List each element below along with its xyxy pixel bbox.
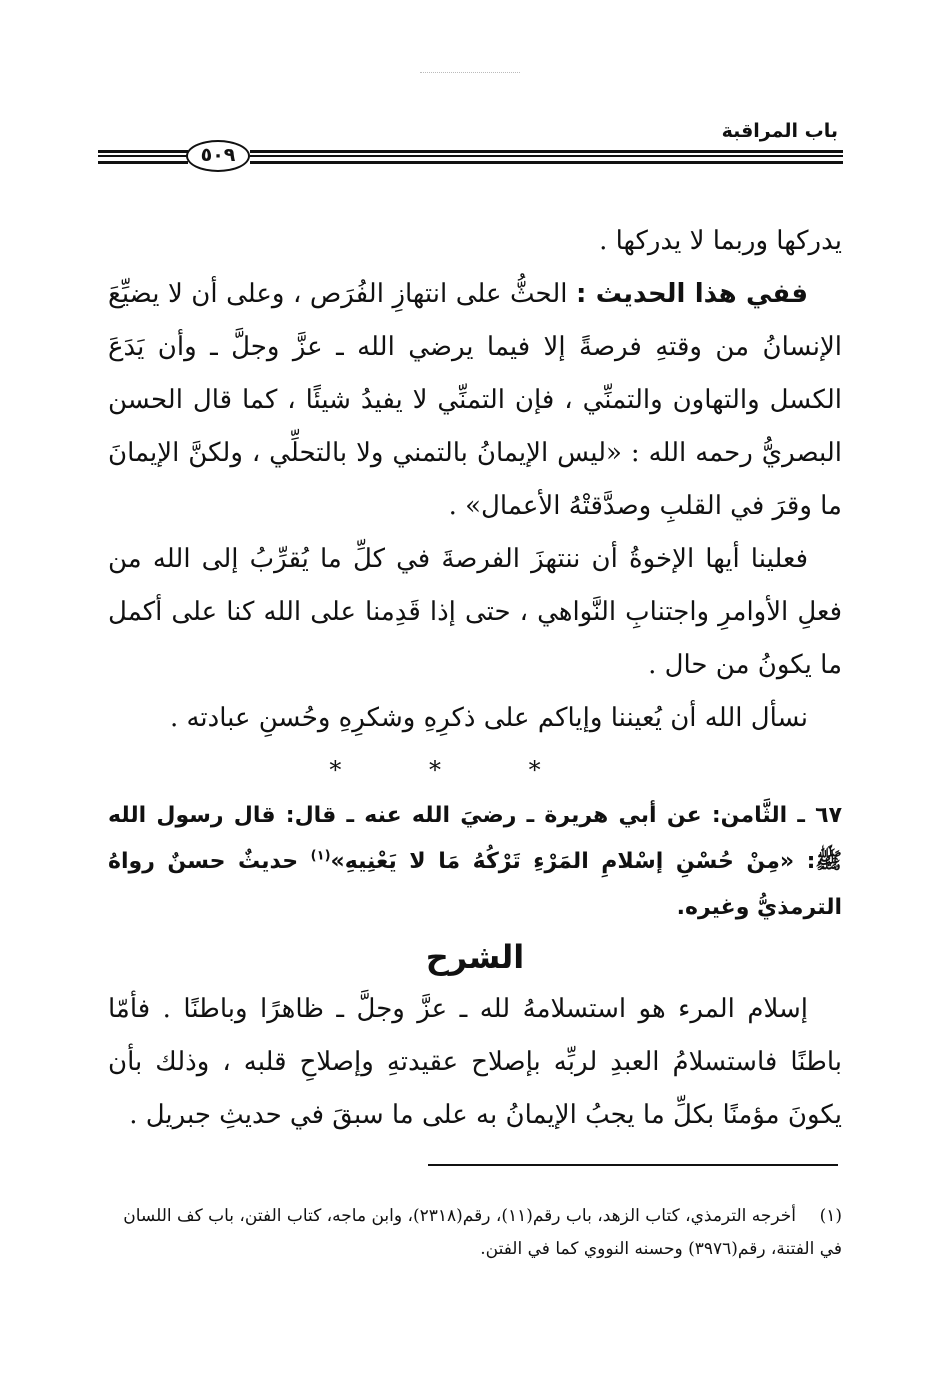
hadith-block (108, 793, 842, 931)
main-text (108, 215, 842, 1142)
page-number: ٥٠٩ (186, 140, 250, 172)
footnote-text: أخرجه الترمذي، كتاب الزهد، باب رقم(١١)، رقم(٢٣١٨)، وابن ماجه، كتاب الفتن، باب كف اللسان في الفتنة، رقم(٣٩٧٦) وحسنه النووي كما في الفتن. (123, 1206, 842, 1259)
footnote-rule (428, 1164, 838, 1166)
paragraph-3: فعلينا أيها الإخوةُ أن ننتهزَ الفرصةَ في كلِّ ما يُقرِّبُ إلى الله من فعلِ الأوامرِ واجتنابِ النَّواهي ، حتى إذا قَدِمنا على الله كنا على أكمل ما يكونُ من حال . (108, 544, 842, 680)
paragraph-1: يدركها وربما لا يدركها . (599, 226, 842, 256)
hadith-text: ٦٧ ـ الثَّامن: عن أبي هريرة ـ رضيَ الله عنه ـ قال: قال رسول الله ﷺ: «مِنْ حُسْنِ إسْلامِ المَرْءِ تَرْكُهُ مَا لا يَعْنِيهِ» (108, 803, 842, 874)
paragraph-4: نسأل الله أن يُعيننا وإياكم على ذكرِهِ وشكرِهِ وحُسنِ عبادته . (169, 703, 808, 733)
paragraph-2-lead: ففي هذا الحديث : (576, 279, 808, 309)
footnote (108, 1200, 842, 1266)
header-rule-left (98, 150, 188, 164)
paragraph-2 (108, 268, 842, 533)
section-separator: * * * (329, 756, 581, 784)
top-dots (420, 72, 520, 73)
header-rule (98, 140, 843, 178)
paragraph-2-text: الحثُّ على انتهازِ الفُرَص ، وعلى أن لا يضيِّعَ الإنسانُ من وقتهِ فرصةً إلا فيما يرضي الله ـ عزَّ وجلَّ ـ وأن يَدَعَ الكسل والتهاون والتمنِّي ، فإن التمنِّي لا يفيدُ شيئًا ، كما قال الحسن البصريُّ رحمه الله : «ليس الإيمانُ بالتمني ولا بالتحلِّي ، ولكنَّ الإيمانَ ما وقرَ في القلبِ وصدَّقتْهُ الأعمال» . (108, 279, 842, 521)
running-title: باب المراقبة (721, 120, 838, 142)
hadith-tail: حديثٌ حسنٌ رواهُ الترمذيُّ وغيره. (108, 849, 842, 920)
header-rule-right (250, 150, 843, 164)
section-title: الشرح (425, 938, 525, 976)
paragraph-5: إسلام المرء هو استسلامهُ لله ـ عزَّ وجلَّ ـ ظاهرًا وباطنًا . فأمّا باطنًا فاستسلامُ العبدِ لربِّه بإصلاح عقيدتهِ وإصلاحِ قلبه ، وذلك بأن يكونَ مؤمنًا بكلِّ ما يجبُ الإيمانُ به على ما سبقَ في حديثِ جبريل . (108, 994, 842, 1130)
footnote-marker: (١) (819, 1206, 842, 1226)
footnote-ref: (١) (310, 848, 331, 864)
